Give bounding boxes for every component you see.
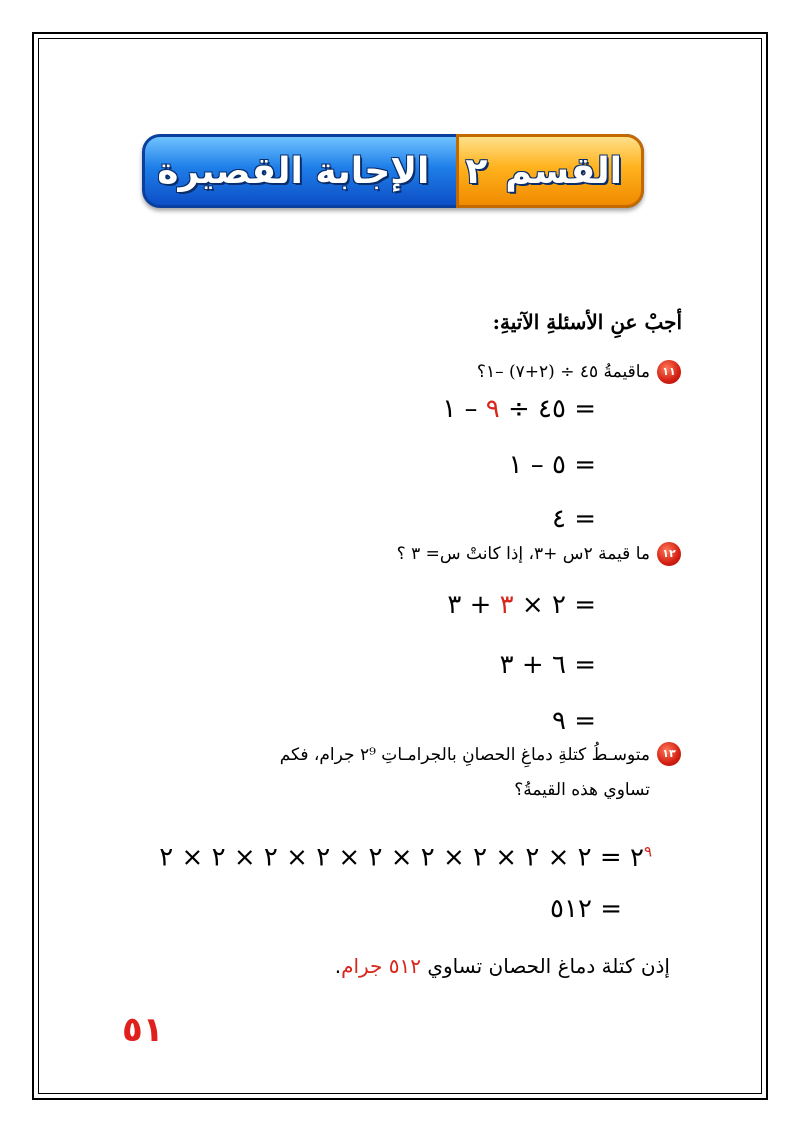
q13-conclusion: إذن كتلة دماغ الحصان تساوي ٥١٢ جرام. <box>334 954 670 978</box>
question-13-text-line1: متوسـطُ كتلةِ دماغِ الحصانِ بالجرامـاتِ ٢⁹ جرام، فكم <box>279 745 650 765</box>
q13-expansion: $٢^٩$ = ٢ × ٢ × ٢ × ٢ × ٢ × ٢ × ٢ × ٢ × ٢ <box>159 842 652 873</box>
q11-highlight-value: ٩ <box>485 394 500 424</box>
banner-heading <box>142 134 644 208</box>
q12-step1: = ٢ × ٣ + ٣ <box>447 590 596 620</box>
page-number: ٥١ <box>122 1010 164 1050</box>
question-12-text: ما قيمة ٢س +٣، إذا كانتْ س= ٣ ؟ <box>396 544 650 564</box>
instruction-text: أجبْ عنِ الأسئلةِ الآتيةِ: <box>492 310 682 334</box>
question-11-text: ماقيمةُ ٤٥ ÷ (٢+٧) –١؟ <box>476 362 650 382</box>
q12-highlight-value: ٣ <box>499 590 514 620</box>
q11-step2: = ٥ – ١ <box>508 450 596 480</box>
section-word: القسم <box>505 150 622 192</box>
section-title: الإجابة القصيرة <box>157 150 430 192</box>
q11-step3: = ٤ <box>551 504 596 534</box>
q13-result: = ٥١٢ <box>550 894 622 924</box>
question-12-badge: ١٢ <box>657 542 681 566</box>
section-banner <box>142 134 644 208</box>
q12-step2: = ٦ + ٣ <box>499 650 596 680</box>
question-13-badge: ١٣ <box>657 742 681 766</box>
question-13-text-line2: تساوي هذه القيمةُ؟ <box>514 780 650 800</box>
q13-exponent: ٩ <box>643 842 652 860</box>
section-number: ٢ <box>465 150 488 192</box>
question-11-badge: ١١ <box>657 360 681 384</box>
q13-conclusion-value: ٥١٢ جرام <box>341 954 421 978</box>
q12-step3: = ٩ <box>551 706 596 736</box>
q11-step1: = ٤٥ ÷ ٩ – ١ <box>442 394 596 424</box>
q13-power: $٢^٩$ <box>629 842 652 873</box>
